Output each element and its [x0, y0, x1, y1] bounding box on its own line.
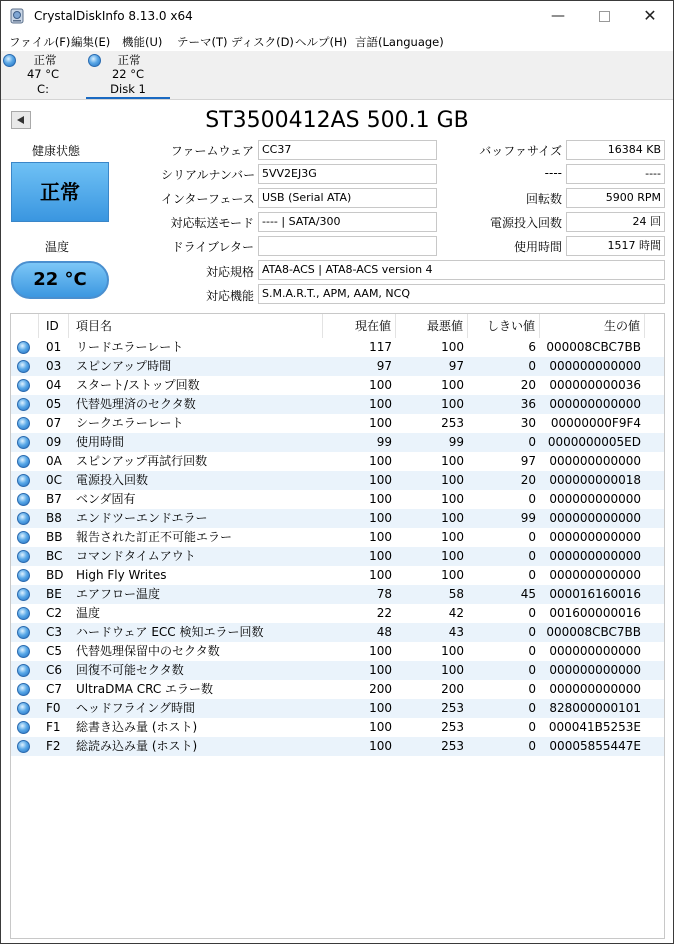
cell-raw: 000000000000	[549, 359, 641, 373]
cell-current: 100	[369, 473, 392, 487]
status-indicator-icon	[17, 531, 30, 544]
selected-disk-indicator	[86, 97, 170, 99]
status-indicator-icon	[17, 379, 30, 392]
table-row[interactable]	[11, 642, 664, 661]
table-row[interactable]	[11, 433, 664, 452]
cell-threshold: 0	[528, 720, 536, 734]
table-row[interactable]	[11, 547, 664, 566]
header-status	[11, 314, 39, 338]
cell-threshold: 36	[520, 397, 536, 411]
status-indicator-icon	[17, 455, 30, 468]
status-indicator-icon	[17, 740, 30, 753]
cell-name: ベンダ固有	[76, 492, 136, 506]
cell-raw: 001600000016	[549, 606, 641, 620]
cell-id: B8	[46, 511, 62, 525]
cell-current: 22	[376, 606, 392, 620]
cell-raw: 000000000036	[549, 378, 641, 392]
serial-field: 5VV2EJ3G	[258, 164, 437, 184]
table-row[interactable]	[11, 661, 664, 680]
cell-id: C2	[46, 606, 63, 620]
cell-current: 100	[369, 644, 392, 658]
cell-current: 100	[369, 568, 392, 582]
cell-current: 97	[376, 359, 392, 373]
cell-threshold: 0	[528, 435, 536, 449]
cell-raw: 000000000000	[549, 644, 641, 658]
menu-disk[interactable]: ディスク(D)	[231, 35, 294, 49]
maximize-icon	[599, 11, 610, 22]
cell-worst: 43	[448, 625, 464, 639]
cell-worst: 100	[441, 644, 464, 658]
serial-label: シリアルナンバー	[161, 168, 256, 182]
menu-function[interactable]: 機能(U)	[122, 35, 163, 49]
cell-id: 0C	[46, 473, 63, 487]
cell-current: 100	[369, 416, 392, 430]
cell-id: C6	[46, 663, 63, 677]
cell-name: ハードウェア ECC 検知エラー回数	[76, 625, 264, 639]
cell-threshold: 0	[528, 682, 536, 696]
cell-name: High Fly Writes	[76, 568, 167, 582]
cell-raw: 000000000000	[549, 682, 641, 696]
disk-status: 正常	[33, 53, 57, 67]
cell-current: 100	[369, 720, 392, 734]
cell-name: リードエラーレート	[76, 340, 184, 354]
power-on-count-label: 電源投入回数	[489, 216, 562, 230]
cell-current: 100	[369, 492, 392, 506]
cell-worst: 253	[441, 701, 464, 715]
cell-id: C5	[46, 644, 63, 658]
table-row[interactable]	[11, 585, 664, 604]
cell-id: BC	[46, 549, 63, 563]
rotation-rate-field: 5900 RPM	[566, 188, 665, 208]
cell-current: 200	[369, 682, 392, 696]
disk-model-title: ST3500412AS 500.1 GB	[205, 108, 469, 133]
cell-threshold: 6	[528, 340, 536, 354]
table-row[interactable]	[11, 680, 664, 699]
transfer-mode-label: 対応転送モード	[170, 216, 254, 230]
buffer-size-label: バッファサイズ	[479, 144, 562, 158]
drive-letter-label: ドライブレター	[171, 240, 254, 254]
rotation-rate-label: 回転数	[525, 192, 562, 206]
table-row[interactable]	[11, 471, 664, 490]
cell-threshold: 20	[520, 378, 536, 392]
cell-threshold: 99	[520, 511, 536, 525]
disk-status: 正常	[117, 53, 141, 67]
buffer-size-field: 16384 KB	[566, 140, 665, 160]
cell-raw: 000000000000	[549, 511, 641, 525]
header-current[interactable]: 現在値	[323, 314, 396, 338]
cell-name: 総書き込み量 (ホスト)	[76, 720, 198, 734]
status-indicator-icon	[17, 417, 30, 430]
cell-worst: 100	[441, 663, 464, 677]
cell-worst: 58	[448, 587, 464, 601]
cell-name: 回復不可能セクタ数	[76, 663, 184, 677]
cell-raw: 000000000000	[549, 530, 641, 544]
interface-label: インターフェース	[161, 192, 255, 206]
status-indicator-icon	[17, 607, 30, 620]
cell-worst: 200	[441, 682, 464, 696]
cell-worst: 100	[441, 568, 464, 582]
maximize-button[interactable]	[581, 1, 627, 32]
close-button[interactable]: ✕	[643, 6, 657, 25]
cell-name: 温度	[76, 606, 101, 620]
power-on-hours-label: 使用時間	[513, 240, 562, 254]
cell-id: BB	[46, 530, 63, 544]
cell-threshold: 20	[520, 473, 536, 487]
table-row[interactable]	[11, 509, 664, 528]
cell-id: BE	[46, 587, 62, 601]
cell-raw: 00000000F9F4	[550, 416, 641, 430]
menu-edit[interactable]: 編集(E)	[71, 35, 111, 49]
cell-name: スピンアップ時間	[76, 359, 172, 373]
cell-id: C3	[46, 625, 63, 639]
status-indicator-icon	[17, 474, 30, 487]
table-row[interactable]	[11, 395, 664, 414]
cell-current: 100	[369, 663, 392, 677]
status-indicator-icon	[17, 626, 30, 639]
status-indicator-icon	[17, 512, 30, 525]
cell-raw: 000008CBC7BB	[546, 340, 641, 354]
cell-id: 01	[46, 340, 62, 354]
cell-worst: 99	[448, 435, 464, 449]
cell-name: 使用時間	[76, 435, 125, 449]
cell-name: ヘッドフライング時間	[76, 701, 196, 715]
disk-tab-c[interactable]	[1, 51, 81, 98]
disk-selector-bar	[1, 51, 673, 100]
disk-name: Disk 1	[110, 82, 146, 96]
standard-field: ATA8-ACS | ATA8-ACS version 4	[258, 260, 665, 280]
cell-worst: 42	[448, 606, 464, 620]
cell-name: 総読み込み量 (ホスト)	[76, 739, 198, 753]
table-row[interactable]	[11, 490, 664, 509]
menu-theme[interactable]: テーマ(T)	[177, 35, 228, 49]
table-row[interactable]	[11, 737, 664, 756]
cell-worst: 100	[441, 378, 464, 392]
cell-id: 04	[46, 378, 62, 392]
cell-threshold: 0	[528, 606, 536, 620]
disk-temp: 47 °C	[26, 67, 60, 81]
cell-id: 03	[46, 359, 62, 373]
menu-language[interactable]: 言語(Language)	[355, 35, 444, 49]
cell-raw: 000041B5253E	[548, 720, 641, 734]
temperature-button[interactable]: 22 °C	[11, 261, 109, 299]
cell-id: F1	[46, 720, 61, 734]
cell-threshold: 0	[528, 625, 536, 639]
disk-temp: 22 °C	[111, 67, 145, 81]
cell-name: 代替処理済のセクタ数	[76, 397, 196, 411]
table-row[interactable]	[11, 718, 664, 737]
cell-threshold: 0	[528, 568, 536, 582]
cell-threshold: 0	[528, 701, 536, 715]
cell-id: F2	[46, 739, 61, 753]
features-field: S.M.A.R.T., APM, AAM, NCQ	[258, 284, 665, 304]
menu-file[interactable]: ファイル(F)	[9, 35, 71, 49]
cell-current: 48	[376, 625, 392, 639]
drive-letter-field	[258, 236, 437, 256]
cell-current: 78	[376, 587, 392, 601]
header-raw[interactable]: 生の値	[540, 314, 645, 338]
window-title: CrystalDiskInfo 8.13.0 x64	[34, 9, 193, 23]
cell-threshold: 0	[528, 663, 536, 677]
table-row[interactable]	[11, 604, 664, 623]
cell-name: エアフロー温度	[76, 587, 161, 601]
firmware-field: CC37	[258, 140, 437, 160]
power-on-hours-field: 1517 時間	[566, 236, 665, 256]
cell-id: 07	[46, 416, 62, 430]
cell-worst: 100	[441, 340, 464, 354]
cell-raw: 000008CBC7BB	[546, 625, 641, 639]
header-id[interactable]: ID	[39, 314, 69, 338]
cell-worst: 100	[441, 549, 464, 563]
health-status-button[interactable]: 正常	[11, 162, 109, 222]
menu-bar	[1, 32, 673, 51]
table-row[interactable]	[11, 699, 664, 718]
status-indicator-icon	[17, 360, 30, 373]
disk-name: C:	[37, 82, 49, 96]
cell-raw: 000000000000	[549, 492, 641, 506]
cell-worst: 100	[441, 454, 464, 468]
blank-field: ----	[566, 164, 665, 184]
interface-field: USB (Serial ATA)	[258, 188, 437, 208]
cell-current: 100	[369, 530, 392, 544]
minimize-button[interactable]: —	[551, 8, 565, 24]
cell-threshold: 0	[528, 739, 536, 753]
cell-threshold: 0	[528, 644, 536, 658]
features-label: 対応機能	[205, 289, 254, 303]
status-indicator-icon	[17, 721, 30, 734]
cell-threshold: 0	[528, 549, 536, 563]
temperature-label: 温度	[45, 240, 70, 254]
cell-current: 100	[369, 378, 392, 392]
status-indicator-icon	[17, 436, 30, 449]
cell-raw: 000000000000	[549, 454, 641, 468]
table-row[interactable]	[11, 338, 664, 357]
status-indicator-icon	[17, 569, 30, 582]
cell-current: 100	[369, 701, 392, 715]
cell-name: 電源投入回数	[76, 473, 149, 487]
cell-raw: 0000000005ED	[547, 435, 641, 449]
cell-raw: 000016160016	[549, 587, 641, 601]
cell-id: C7	[46, 682, 63, 696]
cell-name: スタート/ストップ回数	[76, 378, 200, 392]
title-bar	[1, 1, 673, 32]
cell-threshold: 97	[520, 454, 536, 468]
cell-threshold: 45	[520, 587, 536, 601]
health-label: 健康状態	[32, 144, 81, 158]
table-row[interactable]	[11, 452, 664, 471]
cell-worst: 100	[441, 530, 464, 544]
cell-current: 100	[369, 739, 392, 753]
firmware-label: ファームウェア	[170, 144, 254, 158]
cell-worst: 253	[441, 720, 464, 734]
cell-current: 100	[369, 511, 392, 525]
standard-label: 対応規格	[205, 265, 254, 279]
cell-threshold: 0	[528, 492, 536, 506]
transfer-mode-field: ---- | SATA/300	[258, 212, 437, 232]
table-row[interactable]	[11, 376, 664, 395]
cell-current: 100	[369, 549, 392, 563]
smart-attributes-table	[10, 313, 665, 939]
cell-raw: 00005855447E	[549, 739, 641, 753]
cell-raw: 000000000018	[549, 473, 641, 487]
cell-current: 117	[369, 340, 392, 354]
cell-worst: 97	[448, 359, 464, 373]
cell-threshold: 30	[520, 416, 536, 430]
table-row[interactable]	[11, 623, 664, 642]
cell-worst: 100	[441, 473, 464, 487]
table-header	[11, 314, 664, 338]
table-row[interactable]	[11, 357, 664, 376]
cell-id: F0	[46, 701, 61, 715]
status-indicator-icon	[17, 398, 30, 411]
status-indicator-icon	[17, 493, 30, 506]
table-row[interactable]	[11, 528, 664, 547]
disk-tab-disk1[interactable]	[86, 51, 170, 98]
cell-worst: 100	[441, 492, 464, 506]
cell-raw: 000000000000	[549, 568, 641, 582]
status-indicator-icon	[17, 588, 30, 601]
cell-name: エンドツーエンドエラー	[76, 511, 208, 525]
table-row[interactable]	[11, 566, 664, 585]
cell-name: 代替処理保留中のセクタ数	[76, 644, 220, 658]
cell-threshold: 0	[528, 359, 536, 373]
cell-id: BD	[46, 568, 64, 582]
cell-id: B7	[46, 492, 62, 506]
cell-name: 報告された訂正不可能エラー	[76, 530, 233, 544]
cell-name: UltraDMA CRC エラー数	[76, 682, 214, 696]
status-indicator-icon	[17, 645, 30, 658]
disk-app-icon	[10, 8, 24, 24]
cell-name: シークエラーレート	[76, 416, 184, 430]
cell-worst: 100	[441, 397, 464, 411]
cell-current: 99	[376, 435, 392, 449]
cell-raw: 000000000000	[549, 663, 641, 677]
cell-name: コマンドタイムアウト	[76, 549, 196, 563]
status-indicator-icon	[17, 702, 30, 715]
cell-worst: 253	[441, 739, 464, 753]
status-indicator-icon	[17, 550, 30, 563]
cell-id: 09	[46, 435, 62, 449]
menu-help[interactable]: ヘルプ(H)	[295, 35, 348, 49]
status-indicator-icon	[17, 683, 30, 696]
cell-current: 100	[369, 454, 392, 468]
blank-label: ----	[544, 166, 562, 180]
cell-id: 0A	[46, 454, 62, 468]
cell-threshold: 0	[528, 530, 536, 544]
table-row[interactable]	[11, 414, 664, 433]
cell-raw: 000000000000	[549, 549, 641, 563]
cell-raw: 828000000101	[549, 701, 641, 715]
header-worst[interactable]: 最悪値	[396, 314, 468, 338]
cell-raw: 000000000000	[549, 397, 641, 411]
cell-current: 100	[369, 397, 392, 411]
status-indicator-icon	[17, 341, 30, 354]
header-name[interactable]: 項目名	[69, 314, 323, 338]
cell-worst: 100	[441, 511, 464, 525]
status-indicator-icon	[17, 664, 30, 677]
header-threshold[interactable]: しきい値	[468, 314, 540, 338]
cell-id: 05	[46, 397, 62, 411]
power-on-count-field: 24 回	[566, 212, 665, 232]
cell-name: スピンアップ再試行回数	[76, 454, 208, 468]
cell-worst: 253	[441, 416, 464, 430]
